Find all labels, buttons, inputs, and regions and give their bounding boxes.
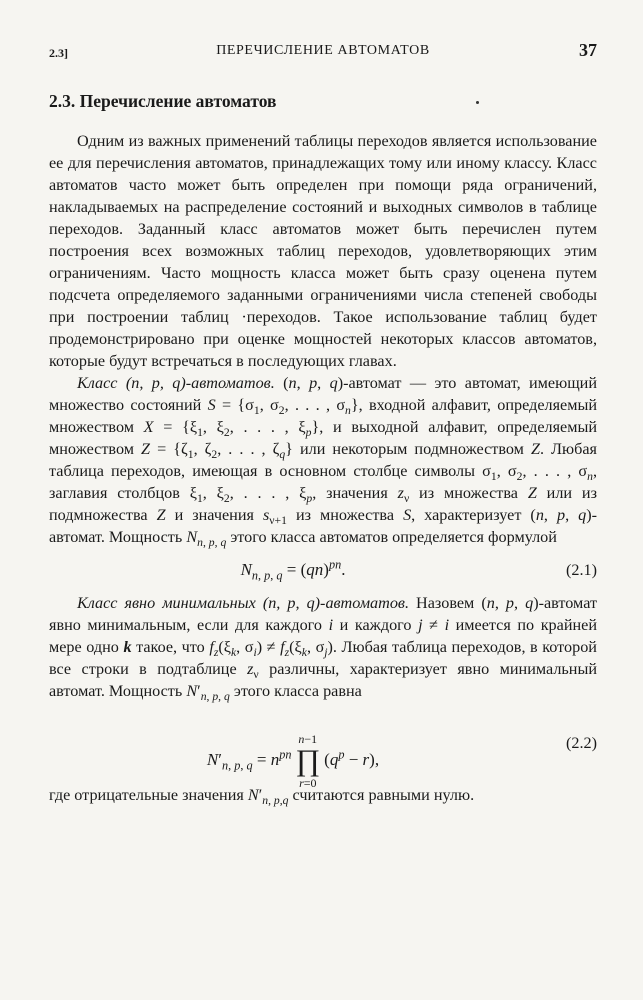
equation-2-2: $N'_{n, p, q} = n^{pn}n-1$ ∏ $r=0(q^p - r)$, (2.2) xyxy=(206,732,597,790)
page-number: 37 xyxy=(579,40,597,60)
header-section: 2.3] xyxy=(49,46,68,60)
ink-dot xyxy=(476,101,479,104)
paragraph-class-npq: Класс (n, p, q)-автоматов. (n, p, q)-автомат — это автомат, имеющий множество состояний $S = \{\sigma_1$, $\sigma_2$, . . . , $\sigma_n$}, входной алфавит, определяемый множеством $X = \{\xi_1$, $\xi_2$, . . . , $\xi_p$}, и выходной алфавит, определяемый множеством $Z = \{\zeta_1$, $\zeta_2$, . . . , $\zeta_q$} или некоторым подмножеством Z. Любая таблица переходов, имеющая в основном столбце символы $\sigma_1$, $\sigma_2$, . . . , $\sigma_n$, заглавия столбцов $\xi_1$, $\xi_2$, . . . , $\xi_p$, значения $z_\nu$ из множества Z или из подмножества Z и значения $s_{\nu+1}$ из множества S, характеризует (n, p, q)-автомат. Мощность $N_{n, p, q}$ этого класса автоматов определяется формулой xyxy=(49,374,598,550)
term-class-npq: Класс (n, p, q)-автоматов. xyxy=(77,374,275,392)
equation-number: (2.2) xyxy=(565,734,597,752)
term-class-minimal: Класс явно минимальных (n, p, q)-автоматов. xyxy=(77,594,410,612)
header-title: ПЕРЕЧИСЛЕНИЕ АВТОМАТОВ xyxy=(216,43,430,58)
paragraph-final: где отрицательные значения $N'_{n, p,q}$ считаются равными нулю. xyxy=(49,786,475,808)
running-header xyxy=(49,40,597,70)
section-title: 2.3. Перечисление автоматов xyxy=(49,91,277,111)
body-text xyxy=(49,130,597,806)
equation-number: (2.1) xyxy=(565,561,597,579)
paragraph-intro: Одним из важных применений таблицы переходов является использование ее для перечисления автоматов, принадлежащих тому или иному классу. Класс автоматов часто может быть определен при помощи ряда ограничений, накладываемых на распределение состояний и выходных символов в таблице переходов. Заданный класс автоматов может быть перечислен путем построения всех возможных таблиц переходов, удовлетворяющих этим ограничениям. Часто мощность класса может быть сразу оценена путем подсчета определяемого заданными ограничениями числа степеней свободы при построении таблиц ·переходов. Такое использование таблиц будет продемонстрировано при оценке мощностей некоторых классов автоматов, которые будут встречаться в последующих главах. xyxy=(49,132,597,370)
paragraph-minimal: Класс явно минимальных (n, p, q)-автоматов. Назовем (n, p, q)-автомат явно минимальным, если для каждого i и каждого j ≠ i имеется по крайней мере одно k такое, что $f_z(\xi_k$, $\sigma_i) \ne f_z(\xi_k$, $\sigma_j$). Любая таблица переходов, в которой все строки в подтаблице $z_\nu$ различны, характеризует явно минимальный автомат. Мощность $N'_{n, p, q}$ этого класса равна xyxy=(49,594,598,704)
equation-2-1: $N_{n, p, q} = (qn)^{pn}$. (2.1) xyxy=(240,557,597,583)
